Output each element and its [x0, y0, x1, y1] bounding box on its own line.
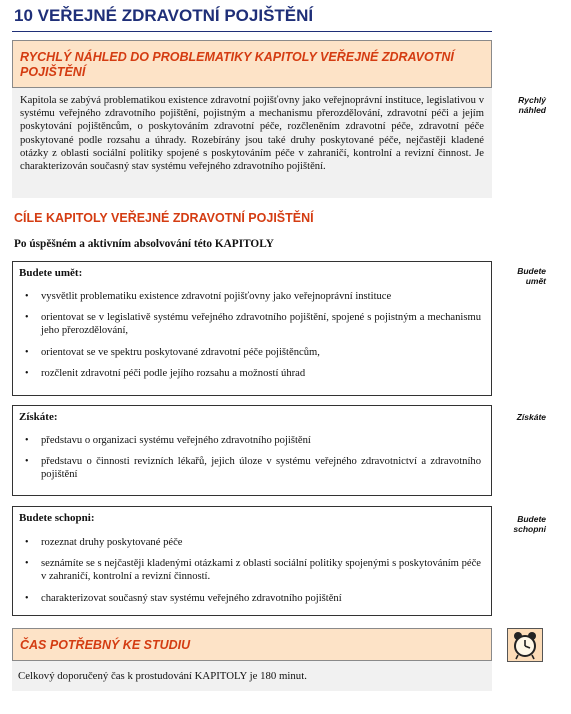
goal-box-title: Budete umět: — [19, 267, 83, 279]
list-item: • orientovat se v legislativě systému veřejného zdravotního pojištění, spojené s pojistným a mechanismu jeho přerozdělování, — [25, 312, 481, 337]
goals-heading: CÍLE KAPITOLY VEŘEJNÉ ZDRAVOTNÍ POJIŠTĚNÍ — [14, 211, 314, 225]
list-item: • rozeznat druhy poskytované péče — [25, 537, 183, 548]
list-item: • rozčlenit zdravotní péči podle jejího rozsahu a možností úhrad — [25, 367, 306, 379]
bullet: • — [25, 592, 29, 604]
study-time-text: Celkový doporučený čas k prostudování KAPITOLY je 180 minut. — [12, 661, 492, 691]
bullet: • — [25, 537, 29, 548]
goal-box-title: Budete schopni: — [19, 512, 95, 524]
goal-list-schopni — [23, 536, 481, 613]
overview-heading-box — [12, 40, 492, 88]
list-item: • charakterizovat současný stav systému veřejného zdravotního pojištění — [25, 592, 342, 604]
margin-note-umet: Budete umět — [517, 266, 546, 286]
margin-note-overview: Rychlý náhled — [518, 95, 546, 115]
margin-note-schopni: Budete schopni — [513, 514, 546, 534]
list-item: • představu o činnosti revizních lékařů, jejich úloze v systému veřejného zdravotnictví a zdravotního pojištění — [25, 456, 481, 481]
goal-box-umet — [12, 261, 492, 396]
study-time-heading-box — [12, 628, 492, 661]
goal-box-schopni — [12, 506, 492, 616]
alarm-clock-icon-graphic — [508, 629, 542, 661]
title-divider — [12, 31, 492, 32]
goal-box-title: Získáte: — [19, 411, 58, 423]
overview-text: Kapitola se zabývá problematikou existence zdravotní pojišťovny jako veřejnoprávní instituce, legislativou v systému veřejného zdravotního pojištění, pojistným a mechanismu přerozdělování, zdravotní péči a jejím poskytování pojištěncům, o poskytováním zdravotní péče, rozčleněním zdravotní péče, zdravotní péče poskytované podle rozsahu a úhrady. Rozebírány jsou také druhy poskytované péče, nejčastěji kladené otázky z oblasti sociální politiky spojené s poskytováním péče v zahraničí, kontrolní a revizní činnost. Je charakterizován současný stav systému veřejného zdravotního pojištění. — [12, 88, 492, 198]
list-item: • představu o organizaci systému veřejného zdravotního pojištění — [25, 435, 311, 446]
chapter-title: 10 VEŘEJNÉ ZDRAVOTNÍ POJIŠTĚNÍ — [14, 6, 314, 25]
goals-subheading: Po úspěšném a aktivním absolvování této KAPITOLY — [14, 238, 274, 250]
goal-list-umet — [23, 290, 481, 388]
list-item: • seznámíte se s nejčastěji kladenými otázkami z oblasti sociální politiky spojenými s poskytováním péče v zahraničí, kontrolní a revizní činností. — [25, 558, 481, 583]
list-item: • orientovat se ve spektru poskytované zdravotní péče pojištěncům, — [25, 346, 320, 358]
goal-box-ziskate — [12, 405, 492, 496]
list-item: • vysvětlit problematiku existence zdravotní pojišťovny jako veřejnoprávní instituce — [25, 291, 392, 302]
bullet: • — [25, 456, 29, 468]
bullet: • — [25, 558, 29, 570]
alarm-clock-icon — [507, 628, 543, 662]
bullet: • — [25, 346, 29, 358]
study-time-heading: ČAS POTŘEBNÝ KE STUDIU — [20, 638, 191, 652]
bullet: • — [25, 367, 29, 379]
goal-list-ziskate — [23, 434, 481, 490]
bullet: • — [25, 312, 29, 324]
bullet: • — [25, 291, 29, 302]
bullet: • — [25, 435, 29, 446]
margin-note-ziskate: Získáte — [516, 412, 546, 422]
overview-heading: RYCHLÝ NÁHLED DO PROBLEMATIKY KAPITOLY VEŘEJNÉ ZDRAVOTNÍ POJIŠTĚNÍ — [20, 50, 454, 79]
